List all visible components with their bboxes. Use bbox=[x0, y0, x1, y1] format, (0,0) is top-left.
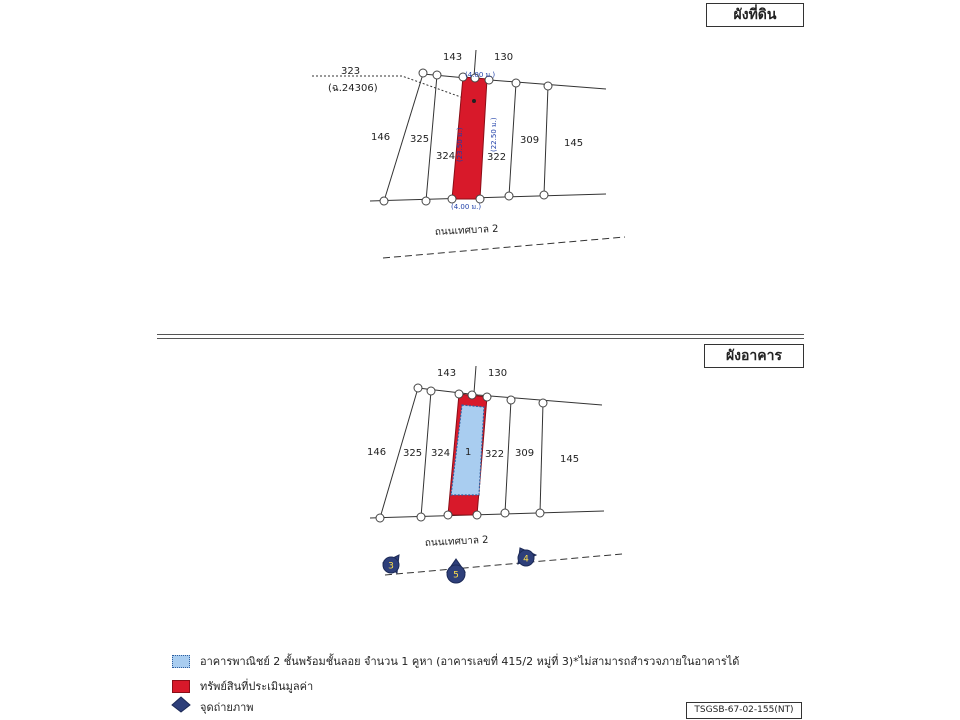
document-reference-code: TSGSB-67-02-155(NT) bbox=[686, 702, 802, 719]
boundary-peg bbox=[417, 513, 425, 521]
boundary-peg bbox=[444, 511, 452, 519]
photo-point-markers bbox=[383, 548, 536, 583]
boundary-peg bbox=[448, 195, 456, 203]
photo-point-5-label: 5 bbox=[453, 570, 459, 581]
photo-point-4 bbox=[518, 548, 536, 566]
boundary-peg bbox=[512, 79, 520, 87]
bldg-building-number: 1 bbox=[465, 447, 472, 458]
boundary-peg bbox=[419, 69, 427, 77]
boundary-peg bbox=[505, 192, 513, 200]
land-parcel-145: 145 bbox=[564, 138, 584, 149]
photo-point-4-label: 4 bbox=[523, 554, 529, 565]
bldg-parcel-143: 143 bbox=[437, 368, 457, 379]
boundary-peg bbox=[427, 387, 435, 395]
boundary-peg bbox=[539, 399, 547, 407]
boundary-peg bbox=[483, 393, 491, 401]
legend-property-text: ทรัพย์สินที่ประเมินมูลค่า bbox=[200, 680, 314, 693]
building-plan-title: ผังอาคาร bbox=[704, 344, 804, 368]
land-dim-bottom: (4.00 ม.) bbox=[451, 203, 482, 211]
legend-building-swatch bbox=[172, 655, 190, 668]
boundary-peg bbox=[414, 384, 422, 392]
bldg-parcel-325: 325 bbox=[403, 448, 423, 459]
bldg-parcel-324: 324 bbox=[431, 448, 451, 459]
land-parcel-130: 130 bbox=[494, 52, 514, 63]
bldg-parcel-309: 309 bbox=[515, 448, 535, 459]
land-parcel-line bbox=[544, 86, 548, 195]
boundary-peg bbox=[501, 509, 509, 517]
land-parcel-309: 309 bbox=[520, 135, 540, 146]
boundary-peg bbox=[536, 509, 544, 517]
boundary-peg bbox=[540, 191, 548, 199]
photo-point-3 bbox=[383, 555, 399, 573]
bldg-parcel-145: 145 bbox=[560, 454, 580, 465]
legend-building-text: อาคารพาณิชย์ 2 ชั้นพร้อมชั้นลอย จำนวน 1 คูหา (อาคารเลขที่ 415/2 หมู่ที่ 3)*ไม่สามารถสำรวจภายในอาคารได้ bbox=[200, 655, 740, 668]
boundary-peg bbox=[380, 197, 388, 205]
boundary-peg bbox=[473, 511, 481, 519]
boundary-peg bbox=[544, 82, 552, 90]
boundary-peg bbox=[376, 514, 384, 522]
bldg-parcel-146: 146 bbox=[367, 447, 387, 458]
land-parcel-146: 146 bbox=[371, 132, 391, 143]
legend-photo-text: จุดถ่ายภาพ bbox=[200, 701, 254, 714]
land-road-name: ถนนเทศบาล 2 bbox=[434, 223, 499, 238]
boundary-peg bbox=[476, 195, 484, 203]
land-road-centerline bbox=[383, 237, 625, 258]
building-plan-lines bbox=[370, 366, 622, 575]
legend-photo bbox=[200, 698, 254, 716]
land-dim-right: (22.50 ม.) bbox=[490, 117, 498, 152]
photo-point-3-label: 3 bbox=[388, 561, 394, 572]
boundary-peg bbox=[507, 396, 515, 404]
bldg-parcel-130: 130 bbox=[488, 368, 508, 379]
legend-property bbox=[172, 677, 313, 695]
bldg-road-frontage-line bbox=[370, 511, 604, 518]
land-parcel-322: 322 bbox=[487, 152, 507, 163]
land-dim-left: (23.50 ม.) bbox=[456, 127, 464, 162]
bldg-road-centerline bbox=[385, 554, 622, 575]
photo-point-5 bbox=[447, 559, 465, 583]
land-parcel-marker bbox=[472, 99, 476, 103]
boundary-peg bbox=[455, 390, 463, 398]
land-plan-title: ผังที่ดิน bbox=[706, 3, 804, 27]
land-parcel-324: 324 bbox=[436, 151, 456, 162]
bldg-parcel-line bbox=[421, 391, 431, 517]
bldg-parcel-line bbox=[505, 400, 511, 513]
legend-property-swatch bbox=[172, 680, 190, 693]
land-road-frontage-line bbox=[370, 194, 606, 201]
bldg-parcel-line bbox=[540, 403, 543, 513]
land-parcel-325: 325 bbox=[410, 134, 430, 145]
bldg-road-name: ถนนเทศบาล 2 bbox=[424, 534, 489, 549]
legend-photo-icon bbox=[172, 697, 190, 712]
boundary-peg bbox=[468, 391, 476, 399]
land-parcel-143: 143 bbox=[443, 52, 463, 63]
land-parcel-line bbox=[509, 83, 516, 196]
land-dim-top: (4.00 ม.) bbox=[465, 71, 496, 79]
land-deed-number: (ฉ.24306) bbox=[328, 83, 378, 94]
bldg-north-leader-line bbox=[474, 366, 476, 393]
legend-building bbox=[172, 652, 739, 670]
bldg-parcel-322: 322 bbox=[485, 449, 505, 460]
boundary-peg bbox=[422, 197, 430, 205]
land-parcel-323: 323 bbox=[341, 66, 361, 77]
boundary-peg bbox=[433, 71, 441, 79]
